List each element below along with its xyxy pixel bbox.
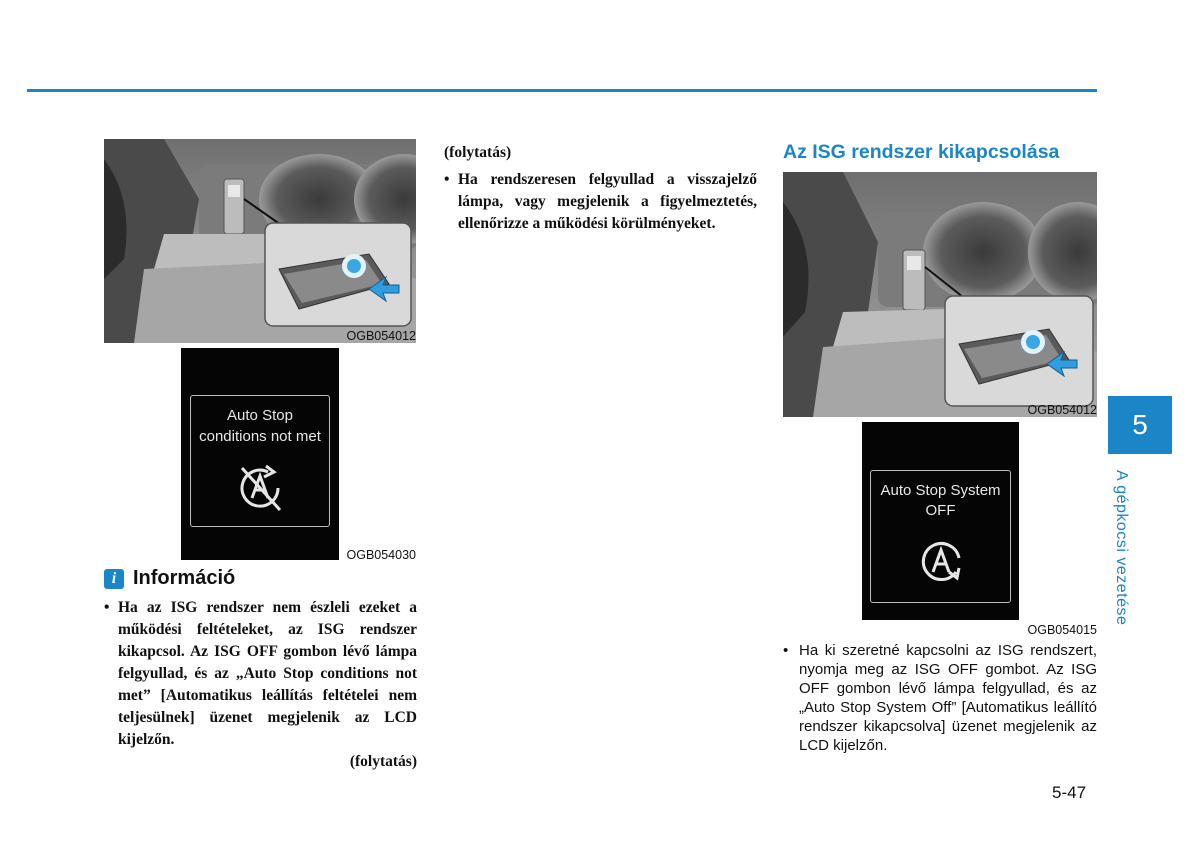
figure-code: OGB054012	[1027, 403, 1097, 417]
continued-note	[444, 142, 757, 235]
isg-button-photo	[783, 172, 1097, 417]
figure-code: OGB054012	[346, 329, 416, 343]
page-number: 5-47	[1052, 783, 1087, 802]
chapter-tab: 5	[1108, 396, 1172, 454]
isg-button-photo	[104, 139, 416, 343]
information-note	[104, 597, 417, 773]
list-item	[104, 597, 417, 751]
figure-code: OGB054030	[346, 548, 416, 562]
information-bullet-text: Ha az ISG rendszer nem észleli ezeket a működési feltételeket, az ISG rendszer kikapcsol. Az ISG OFF gombon lévő lámpa felgyullad, és az „Auto Stop conditions not met” [Automatikus leállítás feltételei nem teljesülnek] üzenet megjelenik az LCD kijelzőn.	[118, 599, 417, 748]
lcd-message-line1: Auto Stop System	[880, 482, 1001, 499]
list-item	[783, 641, 1097, 755]
information-title: Információ	[133, 567, 236, 589]
information-heading	[104, 567, 235, 590]
top-rule	[27, 89, 1097, 92]
bullet-dot: •	[783, 642, 789, 659]
warning-bullet-text: Ha rendszeresen felgyullad a visszajelző lámpa, vagy megjelenik a figyelmeztetés, ellenőrizze a működési körülményeket.	[458, 171, 757, 232]
lcd-message-line2: OFF	[925, 502, 956, 519]
bullet-dot: •	[104, 599, 110, 616]
lcd-display	[181, 348, 339, 560]
continued-label: (folytatás)	[444, 144, 512, 161]
info-icon: i	[104, 569, 124, 589]
bullet-dot: •	[444, 171, 450, 188]
chapter-title: A gépkocsi vezetése	[1113, 470, 1130, 626]
lcd-message-line1: Auto Stop	[227, 407, 293, 424]
lcd-message-line2: conditions not met	[199, 428, 321, 445]
auto-stop-disabled-icon	[230, 458, 290, 518]
continued-label: (folytatás)	[349, 753, 417, 770]
list-item	[444, 169, 757, 235]
isg-off-instructions	[783, 641, 1097, 755]
auto-stop-icon	[911, 532, 971, 592]
lcd-display	[862, 422, 1019, 620]
isg-off-bullet-text: Ha ki szeretné kapcsolni az ISG rendszert, nyomja meg az ISG OFF gombot. Az ISG OFF gombon lévő lámpa felgyullad, és az „Auto Stop System Off” [Automatikus leállító rendszer kikapcsolva] üzenet megjelenik az LCD kijelzőn.	[799, 642, 1097, 754]
section-title: Az ISG rendszer kikapcsolása	[783, 141, 1060, 163]
figure-code: OGB054015	[1027, 623, 1097, 637]
